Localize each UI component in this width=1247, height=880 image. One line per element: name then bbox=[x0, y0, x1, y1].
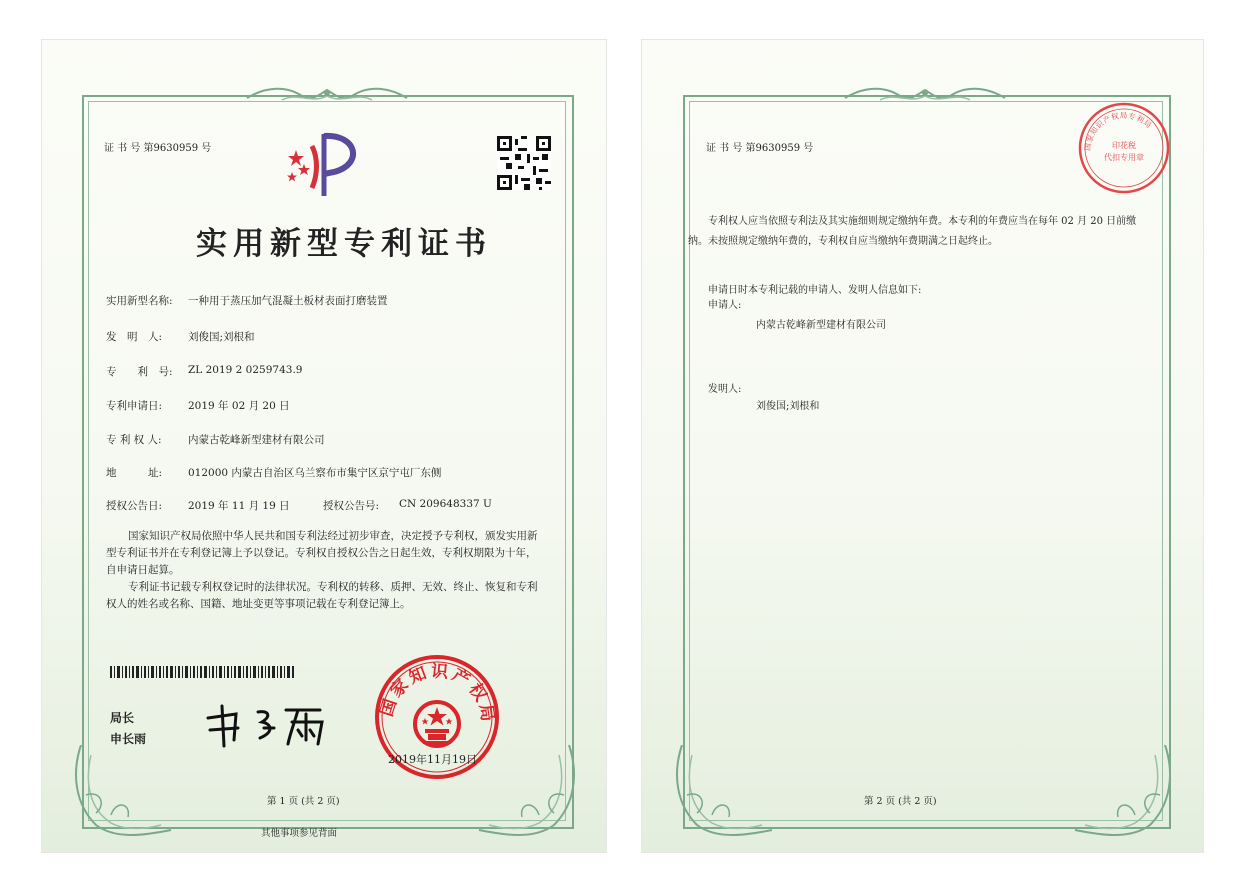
seal-date: 2019年11月19日 bbox=[388, 753, 477, 766]
stamp-duty-seal bbox=[1076, 100, 1172, 196]
patent-office-logo bbox=[282, 128, 372, 200]
page-number: 第 1 页 (共 2 页) bbox=[267, 796, 340, 807]
info-intro: 申请日时本专利记载的申请人、发明人信息如下: bbox=[708, 285, 922, 296]
grant-date-label: 授权公告日: bbox=[106, 500, 163, 512]
top-ornament bbox=[242, 84, 412, 108]
field-label-patentee: 专 利 权 人: bbox=[106, 434, 162, 446]
director-signature bbox=[202, 700, 332, 750]
annual-fee-notice: 专利权人应当依照专利法及其实施细则规定缴纳年费。本专利的年费应当在每年 02 月 20 日前缴纳。未按照规定缴纳年费的，专利权自应当缴纳年费期满之日起终止。 bbox=[688, 216, 1137, 247]
border-frame-inner bbox=[689, 101, 1163, 821]
certificate-page-1 bbox=[42, 40, 606, 852]
footer-note: 其他事项参见背面 bbox=[261, 828, 338, 839]
stamp-line-2: 代扣专用章 bbox=[1104, 153, 1144, 162]
page-number: 第 2 页 (共 2 页) bbox=[864, 796, 937, 807]
grant-statement: 国家知识产权局依照中华人民共和国专利法经过初步审查，决定授予专利权，颁发实用新型专利证书并在专利登记簿上予以登记。专利权自授权公告之日起生效，专利权期限为十年，自申请日起算。 bbox=[106, 530, 538, 576]
field-label-address: 地 址: bbox=[106, 467, 163, 479]
field-label-inventor: 发 明 人: bbox=[106, 331, 163, 343]
field-value-patent-no: ZL 2019 2 0259743.9 bbox=[188, 364, 303, 376]
qr-code bbox=[497, 136, 551, 190]
top-ornament bbox=[840, 84, 1010, 108]
certificate-page-2 bbox=[642, 40, 1203, 852]
grant-number-label: 授权公告号: bbox=[323, 500, 380, 512]
field-value-name: 一种用于蒸压加气混凝土板材表面打磨装置 bbox=[188, 295, 388, 307]
inventor-value: 刘俊国;刘根和 bbox=[756, 401, 820, 412]
barcode bbox=[110, 666, 295, 678]
field-value-application-date: 2019 年 02 月 20 日 bbox=[188, 400, 290, 412]
field-value-patentee: 内蒙古乾峰新型建材有限公司 bbox=[188, 434, 325, 446]
director-name: 申长雨 bbox=[110, 732, 147, 746]
grant-number-value: CN 209648337 U bbox=[399, 498, 492, 510]
field-label-name: 实用新型名称: bbox=[106, 295, 173, 307]
field-label-application-date: 专利申请日: bbox=[106, 400, 163, 412]
grant-date-value: 2019 年 11 月 19 日 bbox=[188, 500, 290, 512]
applicant-value: 内蒙古乾峰新型建材有限公司 bbox=[756, 320, 886, 331]
legal-status-statement: 专利证书记载专利权登记时的法律状况。专利权的转移、质押、无效、终止、恢复和专利权人的姓名或名称、国籍、地址变更等事项记载在专利登记簿上。 bbox=[106, 581, 538, 610]
field-value-address: 012000 内蒙古自治区乌兰察布市集宁区京宁屯厂东侧 bbox=[188, 467, 442, 479]
field-label-patent-no: 专 利 号: bbox=[106, 366, 173, 378]
stamp-ring-text: 国家知识产权局专利局 bbox=[1082, 110, 1154, 152]
director-title: 局长 bbox=[110, 711, 135, 725]
corner-ornament-bottom-right bbox=[1070, 745, 1180, 845]
certificate-number: 证 书 号 第9630959 号 bbox=[104, 143, 212, 154]
seal-text: 国家知识产权局 bbox=[376, 661, 498, 726]
certificate-title: 实用新型专利证书 bbox=[196, 226, 492, 262]
applicant-label: 申请人: bbox=[708, 300, 742, 311]
stamp-line-1: 印花税 bbox=[1112, 141, 1136, 150]
corner-ornament-bottom-left bbox=[667, 745, 777, 845]
corner-ornament-bottom-left bbox=[66, 745, 176, 845]
field-value-inventor: 刘俊国;刘根和 bbox=[188, 331, 255, 343]
certificate-number: 证 书 号 第9630959 号 bbox=[706, 143, 814, 154]
inventor-label: 发明人: bbox=[708, 384, 742, 395]
